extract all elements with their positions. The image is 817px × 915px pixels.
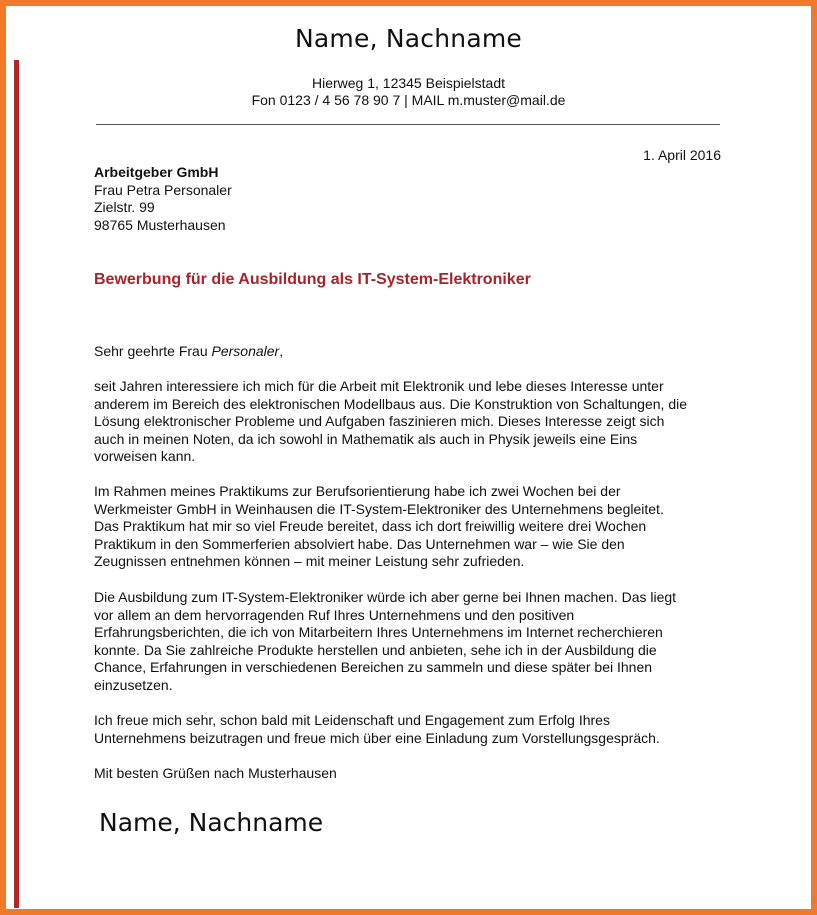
recipient-company: Arbeitgeber GmbH xyxy=(94,164,219,180)
salutation-prefix: Sehr geehrte Frau xyxy=(94,343,212,359)
recipient-street: Zielstr. 99 xyxy=(94,199,155,215)
paragraph-line: Die Ausbildung zum IT-System-Elektroniker würde ich aber gerne bei Ihnen machen. Das liegt xyxy=(94,589,677,605)
body-paragraph-4 xyxy=(94,712,724,747)
paragraph-line: konnte. Da Sie zahlreiche Produkte herstellen und anbieten, sehe ich in der Ausbildung die xyxy=(94,641,657,658)
salutation-name: Personaler xyxy=(211,343,280,359)
letter-subject: Bewerbung für die Ausbildung als IT-System-Elektroniker xyxy=(94,271,531,288)
paragraph-line: Im Rahmen meines Praktikums zur Berufsorientierung habe ich zwei Wochen bei der xyxy=(94,483,621,499)
paragraph-line: vorweisen kann. xyxy=(94,448,196,465)
paragraph-line: Erfahrungsberichten, die ich von Mitarbeitern Ihres Unternehmens im Internet recherchieren xyxy=(94,624,663,641)
body-paragraph-2 xyxy=(94,483,724,571)
recipient-block xyxy=(94,164,232,234)
header-divider xyxy=(96,124,720,125)
paragraph-line: Lösung elektronischer Probleme und Aufgaben faszinieren mich. Dieses Interesse zeigt sich xyxy=(94,413,665,430)
body-paragraph-3 xyxy=(94,589,724,695)
paragraph-line: Ich freue mich sehr, schon bald mit Leidenschaft und Engagement zum Erfolg Ihres xyxy=(94,712,610,728)
salutation xyxy=(94,343,283,359)
closing-line: Mit besten Grüßen nach Musterhausen xyxy=(94,765,337,781)
paragraph-line: Werkmeister GmbH in Weinhausen die IT-System-Elektroniker des Unternehmens begleitet. xyxy=(94,500,664,517)
sender-name: Name, Nachname xyxy=(295,24,522,53)
paragraph-line: seit Jahren interessiere ich mich für die Arbeit mit Elektronik und lebe dieses Interesse unter xyxy=(94,378,664,394)
paragraph-line: Chance, Erfahrungen in verschiedenen Bereichen zu sammeln und diese später bei Ihnen xyxy=(94,659,653,676)
paragraph-line: Das Praktikum hat mir so viel Freude bereitet, dass ich dort freiwillig weitere drei Wochen xyxy=(94,518,647,535)
left-accent-bar xyxy=(14,60,19,908)
salutation-suffix: , xyxy=(279,343,284,359)
paragraph-line: auch in meinen Noten, da ich sowohl in Mathematik als auch in Physik jeweils eine Eins xyxy=(94,430,638,447)
body-paragraph-1 xyxy=(94,378,724,466)
sender-address: Hierweg 1, 12345 Beispielstadt xyxy=(311,75,505,91)
paragraph-line: einzusetzen. xyxy=(94,676,173,693)
letter-date: 1. April 2016 xyxy=(643,147,721,163)
recipient-city: 98765 Musterhausen xyxy=(94,216,226,233)
recipient-person: Frau Petra Personaler xyxy=(94,181,232,198)
paragraph-line: anderem im Bereich des elektronischen Modellbaus aus. Die Konstruktion von Schaltungen, die xyxy=(94,395,688,412)
paragraph-line: Zeugnissen entnehmen können – mit meiner Leistung sehr zufrieden. xyxy=(94,553,525,570)
paragraph-line: Praktikum in den Sommerferien absolviert habe. Das Unternehmen war – wie Sie den xyxy=(94,535,625,552)
sender-contact: Fon 0123 / 4 56 78 90 7 | MAIL m.muster@mail.de xyxy=(251,92,566,108)
paragraph-line: Unternehmens beizutragen und freue mich über eine Einladung zum Vorstellungsgespräch. xyxy=(94,729,660,746)
paragraph-line: vor allem an dem hervorragenden Ruf Ihres Unternehmens und den positiven xyxy=(94,606,575,623)
signature-name: Name, Nachname xyxy=(99,808,324,837)
